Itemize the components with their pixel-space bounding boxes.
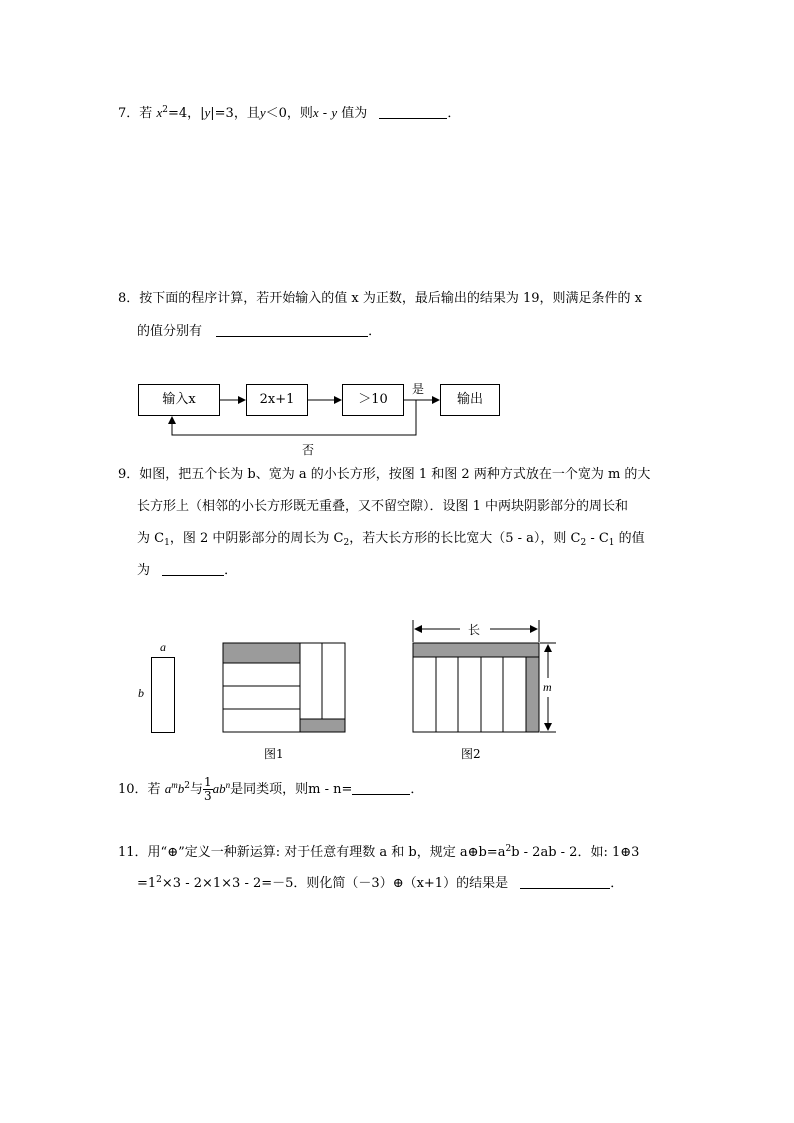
flow-yes-label: 是 bbox=[412, 382, 425, 396]
question-9-line1: 9．如图，把五个长为 b、宽为 a 的小长方形，按图 1 和图 2 两种方式放在一个宽为 m 的大 bbox=[118, 467, 651, 482]
question-7: 7．若 $x^2=4$，|y|=3，且y＜0，则x - y 值为 ． bbox=[118, 105, 461, 121]
flow-output-box: 输出 bbox=[440, 384, 500, 416]
answer-blank-11[interactable] bbox=[520, 876, 610, 889]
question-9-line3: 为 $C_1$，图 2 中阴影部分的周长为 $C_2$，若大长方形的长比宽大（5 - a），则 $C_2 - C_1$ 的值 bbox=[137, 531, 645, 548]
flow-compare-box: ＞10 bbox=[342, 384, 404, 416]
flow-calc-box: 2x+1 bbox=[246, 384, 308, 416]
flow-input-box: 输入x bbox=[138, 384, 220, 416]
fig2-length-label: 长 bbox=[468, 623, 481, 637]
flow-no-label: 否 bbox=[302, 443, 315, 457]
label-b: b bbox=[138, 686, 144, 700]
question-11-line1: 11．用“⊕”定义一种新运算: 对于任意有理数 a 和 b，规定 $a\oplus b=a^2b - 2ab - 2$．如: 1⊕3 bbox=[118, 844, 640, 860]
fig2-shade-top bbox=[413, 643, 539, 657]
question-8-line2: 的值分别有 ． bbox=[137, 324, 382, 339]
question-9-line2: 长方形上（相邻的小长方形既无重叠，又不留空隙）．设图 1 中两块阴影部分的周长和 bbox=[137, 499, 629, 514]
question-10: 10．若 $a^mb^2$与 $\frac{1}{3}$ $ab^n$是同类项，则m - n= ． bbox=[118, 775, 424, 803]
fig2-caption: 图2 bbox=[461, 747, 481, 761]
question-8-line1: 8．按下面的程序计算，若开始输入的值 x 为正数，最后输出的结果为 19，则满足条件的 x bbox=[118, 291, 643, 306]
question-9-line4: 为 ． bbox=[137, 563, 238, 578]
fig1-caption: 图1 bbox=[264, 747, 284, 761]
label-a: a bbox=[160, 640, 166, 654]
fraction-one-third: $\frac{1}{3}$ bbox=[203, 775, 212, 803]
question-11-line2: $=1^2\times 3 - 2\times 1\times 3 - 2=-5$．则化简（－3）⊕（x+1）的结果是 ． bbox=[137, 875, 624, 891]
fig2-m-label: m bbox=[543, 680, 552, 694]
answer-blank-10[interactable] bbox=[352, 782, 410, 795]
fig2-shade-right bbox=[526, 657, 539, 732]
